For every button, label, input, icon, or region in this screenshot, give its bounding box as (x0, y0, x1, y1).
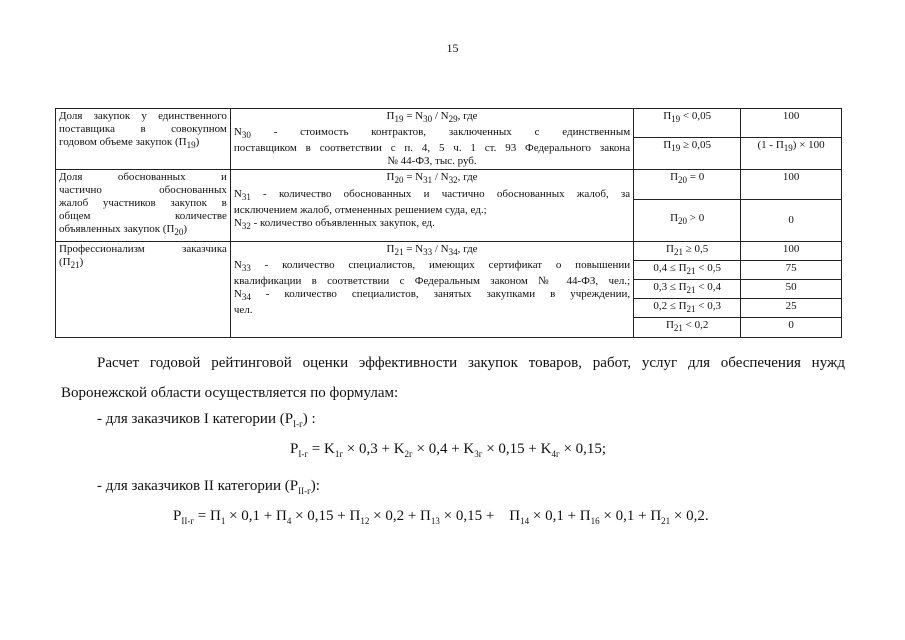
category-1-formula: $P_{I-г} = K_{1г} \times 0,3 + K_{2г} \times 0,4 + K_{3г} \times 0,15 + K_{4г} \times 0,15$; (290, 441, 607, 459)
criterion-cell (56, 241, 231, 337)
description-line: $N_{31}$ - количество обоснованных и частично обоснованных жалоб, за (233, 187, 631, 202)
formula: $П_{21} = N_{33} / N_{34}$, где (386, 242, 478, 257)
criterion-line: частично обоснованных (59, 184, 227, 197)
formula: $П_{19} = N_{30} / N_{29}$, где (386, 110, 478, 125)
criterion-cell (56, 170, 231, 241)
page-number: 15 (446, 41, 459, 55)
formula-cell (230, 109, 633, 170)
condition-cell: $0,2 \le П_{21} < 0,3$ (634, 299, 741, 318)
criterion-line: общем количестве (59, 210, 227, 223)
criterion-line: Доля обоснованных и (59, 171, 227, 184)
formula-cell (230, 170, 633, 241)
table-row (56, 241, 842, 260)
category-2-label: - для заказчиков II категории $(P_{II-г})$: (97, 478, 320, 496)
intro-paragraph-line: Воронежской области осуществляется по формулам: (61, 385, 399, 401)
description-line: № 44-ФЗ, тыс. руб. (387, 155, 477, 168)
score-cell: 100 (741, 241, 842, 260)
score-cell: 75 (741, 260, 842, 279)
score-cell: $(1 - П_{19}) \times 100$ (741, 137, 842, 170)
description-line: поставщиком в соответствии с п. 4, 5 ч. 1 ст. 93 Федерального закона (233, 142, 631, 155)
description-line: $N_{34}$ - количество специалистов, занятых закупками в учреждении, (233, 287, 631, 303)
score-cell: 100 (741, 109, 842, 138)
criterion-line: объявленных закупок $(П_{20})$ (59, 223, 188, 238)
condition-cell: $П_{20} > 0$ (634, 199, 741, 241)
criterion-line: поставщика в совокупном (59, 123, 227, 135)
criterion-line: $(П_{21})$ (59, 255, 84, 270)
condition-cell: $П_{21} < 0,2$ (634, 318, 741, 337)
description-line: квалификации в соответствии с Федеральным законом № 44-ФЗ, чел.; (233, 274, 631, 287)
condition-cell: $П_{19} < 0,05$ (634, 109, 741, 138)
score-cell: 100 (741, 170, 842, 199)
score-cell: 25 (741, 299, 842, 318)
criterion-line: годовом объеме закупок $(П_{19})$ (59, 136, 200, 151)
condition-cell: $П_{21} \ge 0,5$ (634, 241, 741, 260)
criterion-cell (56, 109, 231, 170)
condition-cell: $0,3 \le П_{21} < 0,4$ (634, 279, 741, 298)
condition-cell: $0,4 \le П_{21} < 0,5$ (634, 260, 741, 279)
category-1-label: - для заказчиков I категории $(P_{I-г})$ : (97, 411, 316, 429)
formula-cell (230, 241, 633, 337)
criterion-line: Профессионализм заказчика (59, 242, 227, 255)
score-cell: 0 (741, 318, 842, 337)
description-line: $N_{33}$ - количество специалистов, имеющих сертификат о повышении (233, 258, 631, 273)
intro-paragraph-line: Расчет годовой рейтинговой оценки эффективности закупок товаров, работ, услуг для обеспечения нужд (97, 355, 845, 371)
criterion-line: жалоб участников закупок в (59, 197, 227, 210)
description-line: исключением жалоб, отмененных решением суда, ед.; (233, 203, 487, 216)
category-2-formula: $P_{II-г} = П_1 \times 0,1 + П_4 \times 0,15 + П_{12} \times 0,2 + П_{13} \times 0,15$ + $П_{14} \times 0,1 + П_{16} \times 0,1 + П_{21} \times 0,2$. (173, 508, 709, 526)
criterion-line: Доля закупок у единственного (59, 110, 227, 122)
table-row (56, 109, 842, 138)
condition-cell: $П_{19} \ge 0,05$ (634, 137, 741, 170)
formula: $П_{20} = N_{31} / N_{32}$, где (386, 171, 478, 186)
score-cell: 0 (741, 199, 842, 241)
condition-cell: $П_{20} = 0$ (634, 170, 741, 199)
description-line: $N_{30}$ - стоимость контрактов, заключенных с единственным (233, 126, 631, 141)
score-cell: 50 (741, 279, 842, 298)
table-row (56, 170, 842, 199)
description-line: чел. (233, 304, 253, 317)
description-line: $N_{32}$ - количество объявленных закупок, ед. (233, 216, 435, 231)
criteria-table (55, 108, 842, 338)
